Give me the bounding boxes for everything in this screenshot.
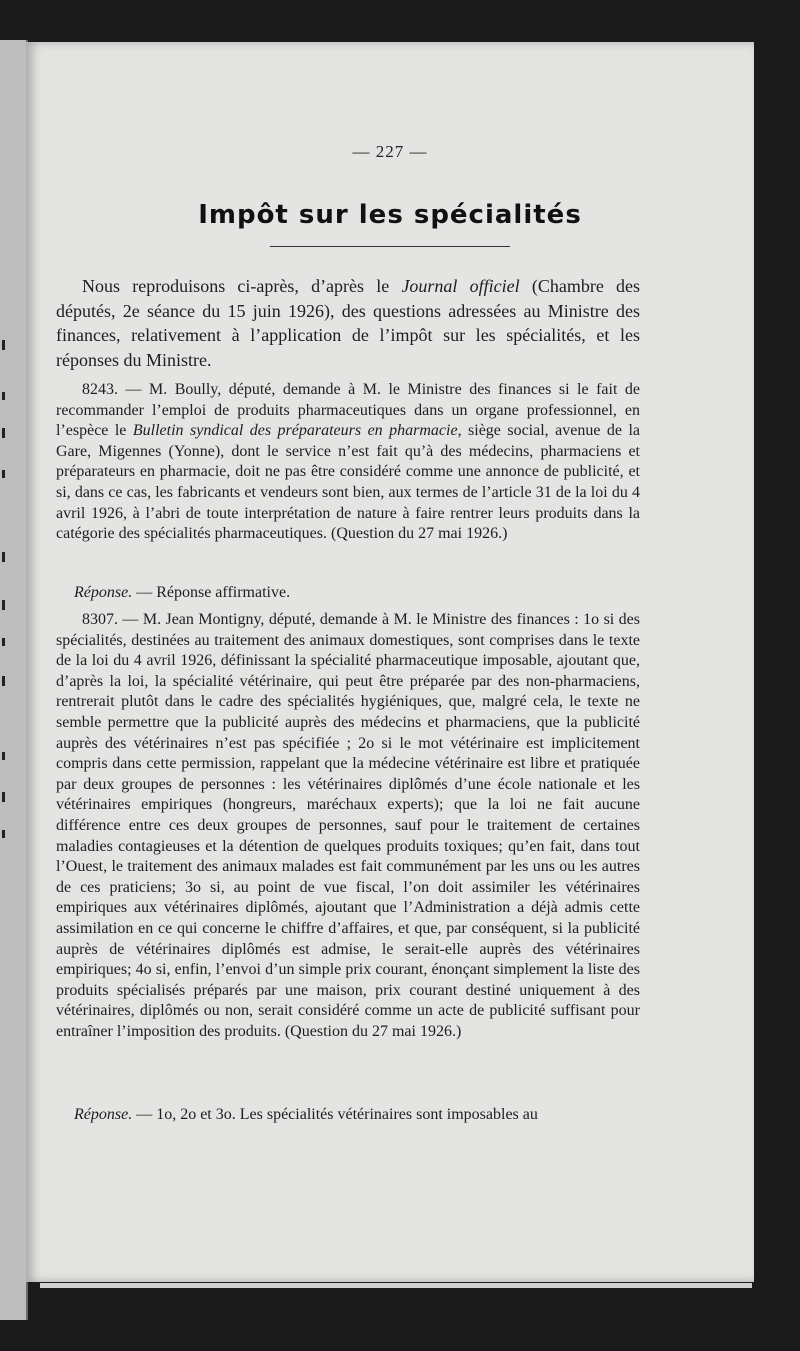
facing-page-edge: [0, 40, 28, 1320]
page-number: — 227 —: [352, 142, 428, 161]
title-rule: [270, 246, 510, 247]
bulletin-title: Bulletin syndical des préparateurs en pharmacie: [132, 422, 458, 440]
intro-paragraph: Nous reproduisons ci-après, d’après le Journal officiel (Chambre des députés, 2e séance du 15 juin 1926), des questions adressées au Ministre des finances, relativement à l’application de l’impôt sur les spécialités, et les réponses du Ministre.: [56, 276, 640, 370]
reply-label: Réponse.: [74, 1106, 133, 1123]
journal-officiel: Journal officiel: [401, 276, 520, 296]
question-8243: 8243. — M. Boully, député, demande à M. le Ministre des finances si le fait de recommander l’emploi de produits pharmaceutiques dans un organe professionnel, en l’espèce le Bulletin syndical des préparateurs en pharmacie, siège social, avenue de la Gare, Migennes (Yonne), dont le service n’est fait qu’à des médecins, pharmaciens et préparateurs en pharmacie, doit ne pas être considéré comme une annonce de publicité, et si, dans ce cas, les fabricants et vendeurs sont bien, aux termes de l’article 31 de la loi du 4 avril 1926, à l’abri de toute interprétation de nature à faire rentrer leurs produits dans la catégorie des spécialités pharmaceutiques. (Question du 27 mai 1926.): [56, 381, 641, 543]
reply-label: Réponse.: [74, 584, 133, 601]
book-page: [26, 42, 754, 1282]
reply-8307: Réponse. — 1o, 2o et 3o. Les spécialités vétérinaires sont imposables au: [74, 1106, 538, 1123]
article-title: Impôt sur les spécialités: [198, 200, 582, 230]
question-8307: 8307. — M. Jean Montigny, député, demande à M. le Ministre des finances : 1o si des spécialités, destinées au traitement des animaux domestiques, sont comprises dans le texte de la loi du 4 avril 1926, définissant la spécialité pharmaceutique imposable, ajoutant que, d’après la loi, la spécialité vétérinaire, qui peut être préparée par des non-pharmaciens, rentrerait plutôt dans le cadre des spécialités hygiéniques, que, malgré cela, le texte ne semble permettre que la publicité auprès des médecins et pharmaciens, que la publicité auprès des vétérinaires n’est pas spécifiée ; 2o si le mot vétérinaire est implicitement compris dans cette permission, rappelant que la médecine vétérinaire est libre et pratiquée par deux groupes de personnes : les vétérinaires diplômés d’une école nationale et les vétérinaires empiriques (hongreurs, maréchaux experts); que la loi ne fait aucune différence entre ces deux groupes de personnes, sauf pour le traitement de certaines maladies contagieuses et la détention de quelques produits toxiques; qu’en fait, dans tout l’Ouest, le traitement des animaux malades est fait communément par les uns ou les autres de ces praticiens; 3o si, au point de vue fiscal, l’on doit assimiler les vétérinaires empiriques aux vétérinaires diplômés, ajoutant que l’Administration a déjà admis cette assimilation en ce qui concerne le chiffre d’affaires, et que, par conséquent, si la publicité auprès de vétérinaires diplômés est admise, le serait-elle auprès des vétérinaires empiriques; 4o si, enfin, l’envoi d’un simple prix courant, énonçant simplement la liste des produits spécialisés préparés par une maison, prix courant destiné uniquement à des vétérinaires, diplômés ou non, serait considéré comme un acte de publicité suffisant pour entraîner l’imposition des produits. (Question du 27 mai 1926.): [56, 611, 640, 1040]
reply-8243: Réponse. — Réponse affirmative.: [74, 584, 291, 601]
page-bottom-edge: [40, 1283, 752, 1288]
